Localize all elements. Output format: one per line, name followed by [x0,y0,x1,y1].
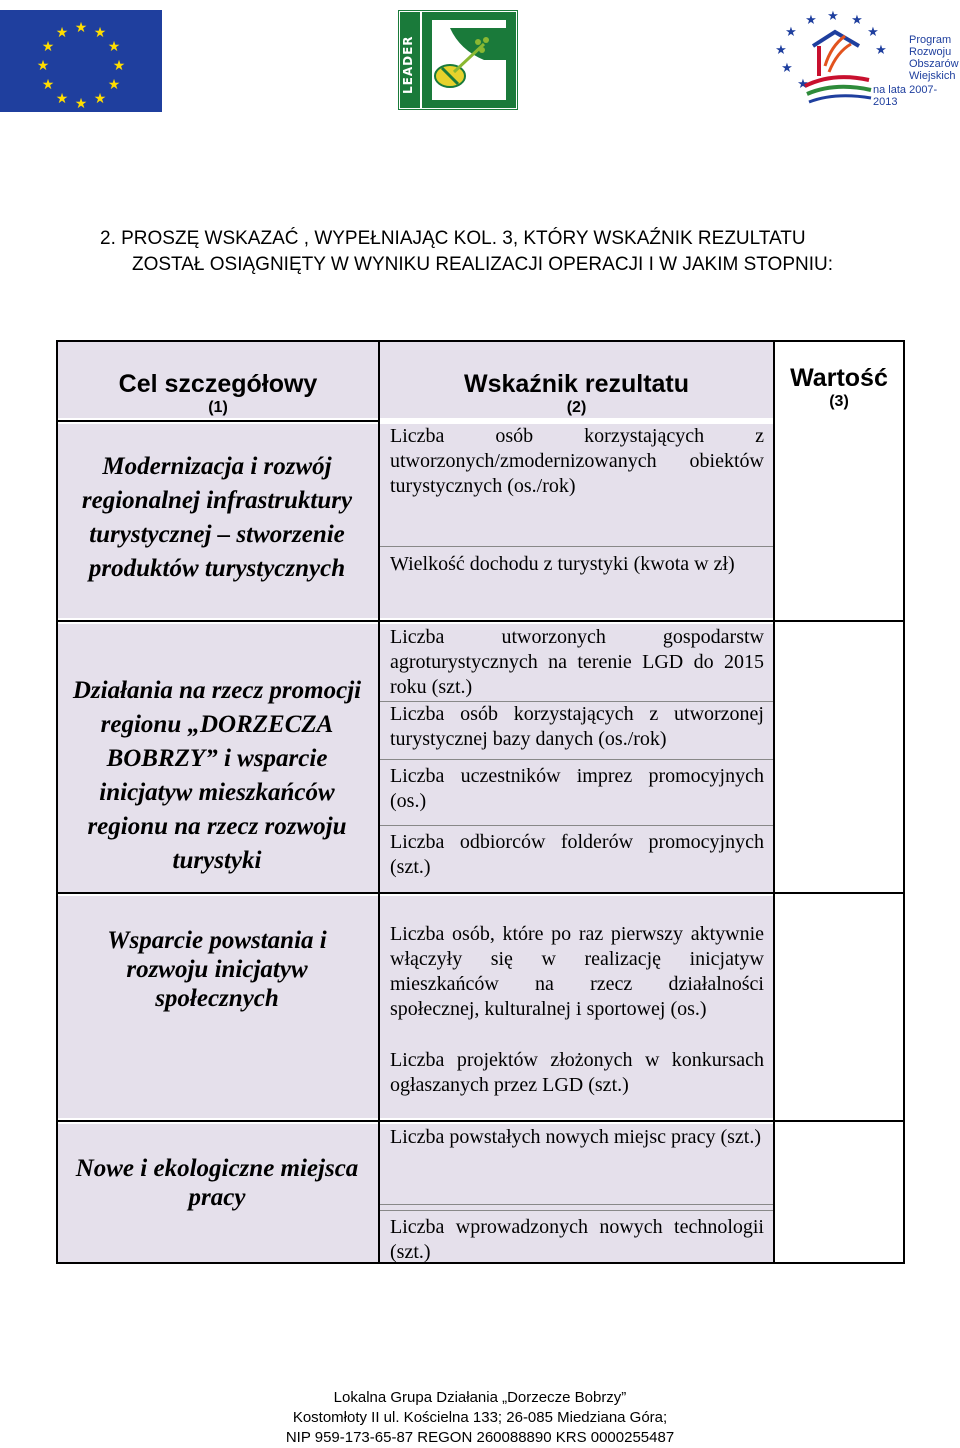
indicator-text: Liczba osób korzystających z utworzonej turystycznej bazy danych (os./rok) [390,703,764,750]
svg-text:★: ★ [781,61,793,76]
table-border [56,340,58,1264]
goal-text: Modernizacja i rozwój regionalnej infrastruktury turystycznej – stworzenie produktów turystycznych [81,453,353,582]
leader-logo-text: LEADER [401,35,415,94]
eu-flag-logo [0,10,162,112]
header-number: (2) [566,399,587,416]
svg-text:★: ★ [775,43,787,58]
svg-text:★: ★ [41,77,55,93]
header-title: Wskaźnik rezultatu [463,370,690,398]
svg-text:★: ★ [107,77,121,93]
header-number: (3) [829,393,849,410]
footer-org-name: Lokalna Grupa Działania „Dorzecze Bobrzy” [333,1389,627,1406]
indicator-text: Liczba uczestników imprez promocyjnych (os.) [390,765,764,812]
svg-text:★: ★ [785,25,797,40]
svg-text:★: ★ [74,96,88,112]
svg-text:★: ★ [55,25,69,41]
header-title: Wartość [790,364,888,392]
svg-text:★: ★ [797,77,809,92]
header-goal [58,370,378,417]
indicator-text: Liczba powstałych nowych miejsc pracy (szt.) [390,1126,761,1148]
heading-line: ZOSTAŁ OSIĄGNIĘTY W WYNIKU REALIZACJI OPERACJI I W JAKIM STOPNIU: [132,254,833,275]
indicator-text: Liczba osób, które po raz pierwszy aktywnie włączyły się w realizację inicjatyw mieszkańców na rzecz działalności społecznej, kulturalnej i sportowej (os.) [390,923,764,1020]
header-value [775,364,903,411]
indicator-text: Liczba utworzonych gospodarstw agroturystycznych na terenie LGD do 2015 roku (szt.) [390,626,764,698]
table-border [56,892,905,894]
svg-text:★: ★ [93,25,107,41]
prow-logo [773,6,959,110]
prow-logo-line: Program [909,34,952,46]
indicator-text: Liczba wprowadzonych nowych technologii (szt.) [390,1216,764,1263]
leader-logo [398,10,518,110]
row-separator [380,1204,773,1205]
header-number: (1) [208,399,228,416]
prow-logo-line: Rozwoju [909,46,952,58]
table-border [56,340,905,342]
table-border [903,340,905,1264]
svg-text:★: ★ [875,43,887,58]
heading-line: 2. PROSZĘ WSKAZAĆ , WYPEŁNIAJĄC KOL. 3, KTÓRY WSKAŹNIK REZULTATU [100,228,806,249]
footer-address: Kostomłoty II ul. Kościelna 133; 26-085 Miedziana Góra; [292,1409,668,1426]
svg-text:★: ★ [827,9,839,24]
eu-stars-icon [0,10,162,112]
svg-text:★: ★ [851,13,863,28]
footer-registry: NIP 959-173-65-87 REGON 260088890 KRS 0000255487 [285,1429,675,1446]
svg-text:★: ★ [867,25,879,40]
row-separator [380,546,773,547]
table-border [56,620,905,622]
svg-text:★: ★ [41,39,55,55]
indicator-text: Liczba odbiorców folderów promocyjnych (szt.) [390,831,764,878]
svg-text:★: ★ [93,91,107,107]
goal-text: Nowe i ekologiczne miejsca pracy [75,1155,359,1211]
table-border [56,1120,905,1122]
table-border [56,420,380,422]
header-indicator [380,370,773,417]
row-separator [380,1210,773,1211]
footer [0,1388,960,1448]
indicator-text: Wielkość dochodu z turystyki (kwota w zł) [390,553,735,575]
goal-text: Działania na rzecz promocji regionu „DORZECZA BOBRZY” i wsparcie inicjatyw mieszkańców regionu na rzecz rozwoju turystyki [72,677,362,874]
prow-logo-line: Wiejskich [909,70,956,82]
svg-text:★: ★ [55,91,69,107]
row-separator [380,759,773,760]
indicator-text: Liczba osób korzystających z utworzonych/zmodernizowanych obiektów turystycznych (os./rok) [390,425,764,497]
svg-text:★: ★ [805,13,817,28]
section-heading [100,226,920,278]
svg-text:★: ★ [112,58,126,74]
header-title: Cel szczegółowy [118,370,318,398]
svg-text:★: ★ [36,58,50,74]
svg-text:★: ★ [74,20,88,36]
svg-text:★: ★ [107,39,121,55]
table-border [378,340,380,1264]
goal-text: Wsparcie powstania i rozwoju inicjatyw społecznych [107,927,327,1012]
indicator-text: Liczba projektów złożonych w konkursach ogłaszanych przez LGD (szt.) [390,1049,764,1096]
prow-logo-text [909,34,959,82]
table-border [773,340,775,1264]
prow-logo-line: Obszarów [909,58,959,70]
row-separator [380,825,773,826]
prow-logo-years: na lata 2007-2013 [873,84,938,108]
